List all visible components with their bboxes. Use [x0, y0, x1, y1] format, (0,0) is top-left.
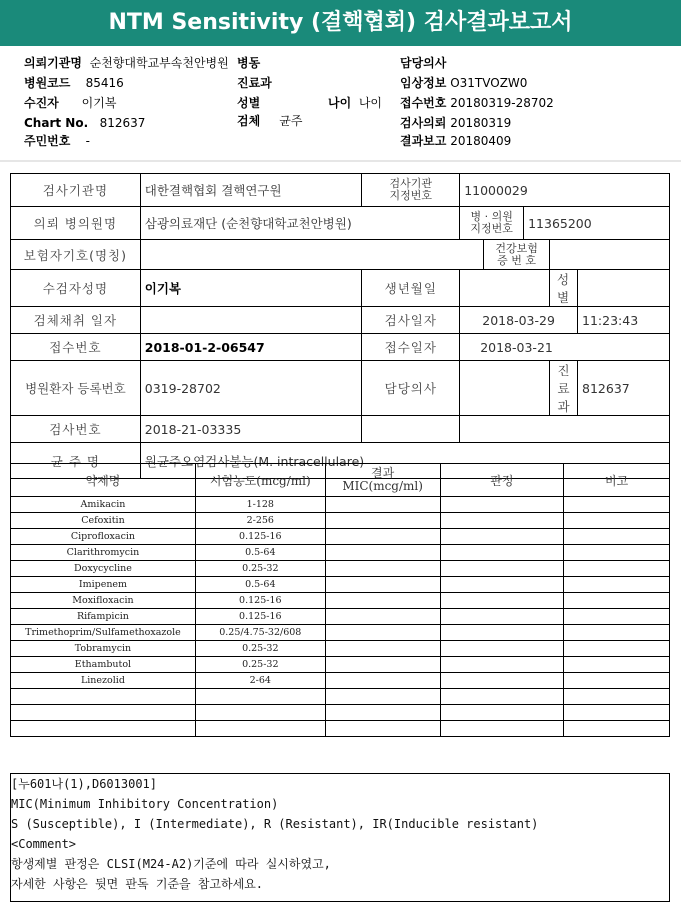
- drug-cell-mic: [325, 609, 440, 625]
- note-line: [누601나(1),D6013001]: [11, 777, 158, 791]
- drug-cell-mic: [325, 657, 440, 673]
- drug-cell-remark: [564, 705, 670, 721]
- hospital-value: 삼광의료재단 (순천향대학교천안병원): [140, 207, 459, 240]
- drug-cell-drug: [11, 721, 196, 737]
- drug-cell-conc: [195, 721, 325, 737]
- drug-cell-conc: 0.25-32: [195, 561, 325, 577]
- drug-cell-drug: Ethambutol: [11, 657, 196, 673]
- drug-row: [11, 705, 670, 721]
- header-request-date: 검사의뢰 20180319: [400, 116, 512, 130]
- drug-row: [11, 689, 670, 705]
- drug-cell-drug: Trimethoprim/Sulfamethoxazole: [11, 625, 196, 641]
- drug-row: [11, 673, 670, 689]
- drug-cell-drug: Doxycycline: [11, 561, 196, 577]
- drug-cell-remark: [564, 721, 670, 737]
- drug-cell-judgement: [440, 609, 564, 625]
- drug-row: [11, 721, 670, 737]
- drug-row: [11, 497, 670, 513]
- doctor-value: [460, 361, 550, 416]
- drug-cell-conc: 0.125-16: [195, 529, 325, 545]
- health-label: 건강보험 증 번 호: [484, 240, 550, 270]
- drug-cell-mic: [325, 641, 440, 657]
- drug-cell-remark: [564, 577, 670, 593]
- header-doctor: 담당의사: [400, 56, 447, 70]
- drug-cell-conc: 0.25-32: [195, 641, 325, 657]
- drug-cell-drug: Moxifloxacin: [11, 593, 196, 609]
- note-line: S (Susceptible), I (Intermediate), R (Resistant), IR(Inducible resistant): [11, 817, 539, 831]
- note-line: MIC(Minimum Inhibitory Concentration): [11, 797, 279, 811]
- hosp-code-label: 병 · 의원 지정번호: [460, 207, 524, 240]
- drug-cell-mic: [325, 705, 440, 721]
- header-age: 나이 나이: [328, 96, 383, 110]
- header-hospital-code: 병원코드 85416: [24, 76, 124, 90]
- drug-cell-drug: Clarithromycin: [11, 545, 196, 561]
- drug-table-header: [11, 464, 670, 497]
- header-ward: 병동: [237, 56, 261, 70]
- drug-cell-judgement: [440, 625, 564, 641]
- drug-cell-judgement: [440, 721, 564, 737]
- drug-cell-conc: 0.25-32: [195, 657, 325, 673]
- dob-value: [460, 270, 550, 307]
- drug-cell-conc: 2-256: [195, 513, 325, 529]
- drug-cell-judgement: [440, 657, 564, 673]
- doctor-label: 담당의사: [362, 361, 460, 416]
- drug-cell-mic: [325, 561, 440, 577]
- drug-cell-judgement: [440, 673, 564, 689]
- drug-row: [11, 561, 670, 577]
- drug-cell-conc: [195, 705, 325, 721]
- drug-header: 약제명: [11, 464, 196, 497]
- drug-cell-remark: [564, 609, 670, 625]
- receipt-value: 2018-01-2-06547: [140, 334, 362, 361]
- drug-cell-drug: Cefoxitin: [11, 513, 196, 529]
- lab-value: 대한결핵협회 결핵연구원: [140, 174, 362, 207]
- collect-value: [140, 307, 362, 334]
- drug-cell-mic: [325, 593, 440, 609]
- dept-value: 812637: [578, 361, 670, 416]
- collect-label: 검체채취 일자: [11, 307, 141, 334]
- empty-cell: [460, 416, 670, 443]
- lab-code-value: 11000029: [460, 174, 670, 207]
- header-clinical-info: 임상정보 O31TVOZW0: [400, 76, 528, 90]
- drug-cell-judgement: [440, 641, 564, 657]
- drug-cell-drug: Rifampicin: [11, 609, 196, 625]
- drug-row: [11, 545, 670, 561]
- drug-cell-remark: [564, 529, 670, 545]
- drug-row: [11, 657, 670, 673]
- header-chart-no: Chart No. 812637: [24, 116, 146, 130]
- info-row: [11, 240, 670, 270]
- drug-cell-remark: [564, 545, 670, 561]
- info-table: [10, 173, 670, 479]
- drug-cell-mic: [325, 545, 440, 561]
- drug-cell-mic: [325, 513, 440, 529]
- header-patient: 수진자 이기복: [24, 96, 117, 110]
- drug-cell-drug: [11, 689, 196, 705]
- reg-label: 병원환자 등록번호: [11, 361, 141, 416]
- drug-cell-conc: 0.25/4.75-32/608: [195, 625, 325, 641]
- info-row: [11, 334, 670, 361]
- header-resident-no: 주민번호 -: [24, 134, 90, 148]
- mic-header: 결과 MIC(mcg/ml): [325, 464, 440, 497]
- drug-cell-remark: [564, 657, 670, 673]
- note-line: 항생제별 판정은 CLSI(M24-A2)기준에 따라 실시하였고,: [11, 857, 331, 871]
- drug-row: [11, 577, 670, 593]
- drug-cell-remark: [564, 625, 670, 641]
- drug-cell-judgement: [440, 705, 564, 721]
- drug-cell-judgement: [440, 593, 564, 609]
- drug-row: [11, 529, 670, 545]
- info-row: [11, 416, 670, 443]
- drug-cell-drug: Amikacin: [11, 497, 196, 513]
- drug-cell-judgement: [440, 529, 564, 545]
- drug-row: [11, 625, 670, 641]
- conc-header: 시험농도(mcg/ml): [195, 464, 325, 497]
- drug-row: [11, 593, 670, 609]
- drug-cell-drug: [11, 705, 196, 721]
- drug-cell-judgement: [440, 689, 564, 705]
- info-row: [11, 174, 670, 207]
- hosp-code-value: 11365200: [524, 207, 670, 240]
- notes-box: [10, 773, 670, 902]
- drug-cell-judgement: [440, 577, 564, 593]
- drug-cell-conc: 0.125-16: [195, 609, 325, 625]
- sex-label: 성별: [550, 270, 578, 307]
- insured-label: 보험자기호(명칭): [11, 240, 141, 270]
- dept-label: 진료과: [550, 361, 578, 416]
- info-row: [11, 270, 670, 307]
- drug-cell-drug: Ciprofloxacin: [11, 529, 196, 545]
- patient-value: 이기복: [140, 270, 362, 307]
- drug-cell-drug: Tobramycin: [11, 641, 196, 657]
- header-sex: 성별: [237, 96, 261, 110]
- header-divider: [0, 160, 681, 162]
- drug-cell-mic: [325, 497, 440, 513]
- drug-cell-conc: 0.125-16: [195, 593, 325, 609]
- drug-row: [11, 513, 670, 529]
- hospital-label: 의뢰 병의원명: [11, 207, 141, 240]
- note-line: <Comment>: [11, 837, 77, 851]
- drug-cell-judgement: [440, 561, 564, 577]
- receipt-label: 접수번호: [11, 334, 141, 361]
- info-row: [11, 307, 670, 334]
- drug-cell-mic: [325, 529, 440, 545]
- health-value: [550, 240, 670, 270]
- drug-cell-remark: [564, 641, 670, 657]
- drug-cell-drug: Linezolid: [11, 673, 196, 689]
- drug-cell-drug: Imipenem: [11, 577, 196, 593]
- drug-cell-conc: 0.5-64: [195, 545, 325, 561]
- drug-table: [10, 463, 670, 737]
- receipt-date-label: 접수일자: [362, 334, 460, 361]
- drug-cell-conc: 1-128: [195, 497, 325, 513]
- drug-cell-conc: 0.5-64: [195, 577, 325, 593]
- test-time-value: 11:23:43: [578, 307, 670, 334]
- info-row: [11, 207, 670, 240]
- drug-cell-mic: [325, 689, 440, 705]
- drug-cell-judgement: [440, 513, 564, 529]
- organism-value: 원균주오염검사불능(M. intracellulare): [140, 443, 669, 479]
- drug-cell-judgement: [440, 545, 564, 561]
- drug-row: [11, 609, 670, 625]
- header-receipt-no: 접수번호 20180319-28702: [400, 96, 554, 110]
- organism-label: 균 주 명: [11, 443, 141, 479]
- drug-row: [11, 641, 670, 657]
- test-date-value: 2018-03-29: [460, 307, 578, 334]
- receipt-date-value: 2018-03-21: [460, 334, 670, 361]
- reg-value: 0319-28702: [140, 361, 362, 416]
- drug-cell-mic: [325, 721, 440, 737]
- test-no-label: 검사번호: [11, 416, 141, 443]
- info-row: [11, 361, 670, 416]
- drug-cell-remark: [564, 497, 670, 513]
- drug-cell-mic: [325, 577, 440, 593]
- drug-cell-judgement: [440, 497, 564, 513]
- drug-cell-remark: [564, 561, 670, 577]
- dob-label: 생년월일: [362, 270, 460, 307]
- drug-cell-remark: [564, 593, 670, 609]
- lab-label: 검사기관명: [11, 174, 141, 207]
- test-no-value: 2018-21-03335: [140, 416, 362, 443]
- header-report-date: 결과보고 20180409: [400, 134, 512, 148]
- sex-value: [578, 270, 670, 307]
- empty-cell: [362, 416, 460, 443]
- header-dept: 진료과: [237, 76, 272, 90]
- lab-code-label: 검사기관 지정번호: [362, 174, 460, 207]
- header-specimen: 검체 균주: [237, 114, 303, 128]
- report-title: NTM Sensitivity (결핵협회) 검사결과보고서: [0, 0, 681, 46]
- drug-cell-remark: [564, 673, 670, 689]
- insured-value: [140, 240, 483, 270]
- drug-cell-conc: [195, 689, 325, 705]
- judgement-header: 판정: [440, 464, 564, 497]
- test-date-label: 검사일자: [362, 307, 460, 334]
- remark-header: 비고: [564, 464, 670, 497]
- drug-cell-remark: [564, 689, 670, 705]
- note-line: 자세한 사항은 뒷면 판독 기준을 참고하세요.: [11, 877, 264, 891]
- drug-cell-conc: 2-64: [195, 673, 325, 689]
- patient-label: 수검자성명: [11, 270, 141, 307]
- drug-cell-mic: [325, 625, 440, 641]
- header-hospital-name: 의뢰기관명 순천향대학교부속천안병원: [24, 56, 229, 70]
- drug-cell-mic: [325, 673, 440, 689]
- drug-cell-remark: [564, 513, 670, 529]
